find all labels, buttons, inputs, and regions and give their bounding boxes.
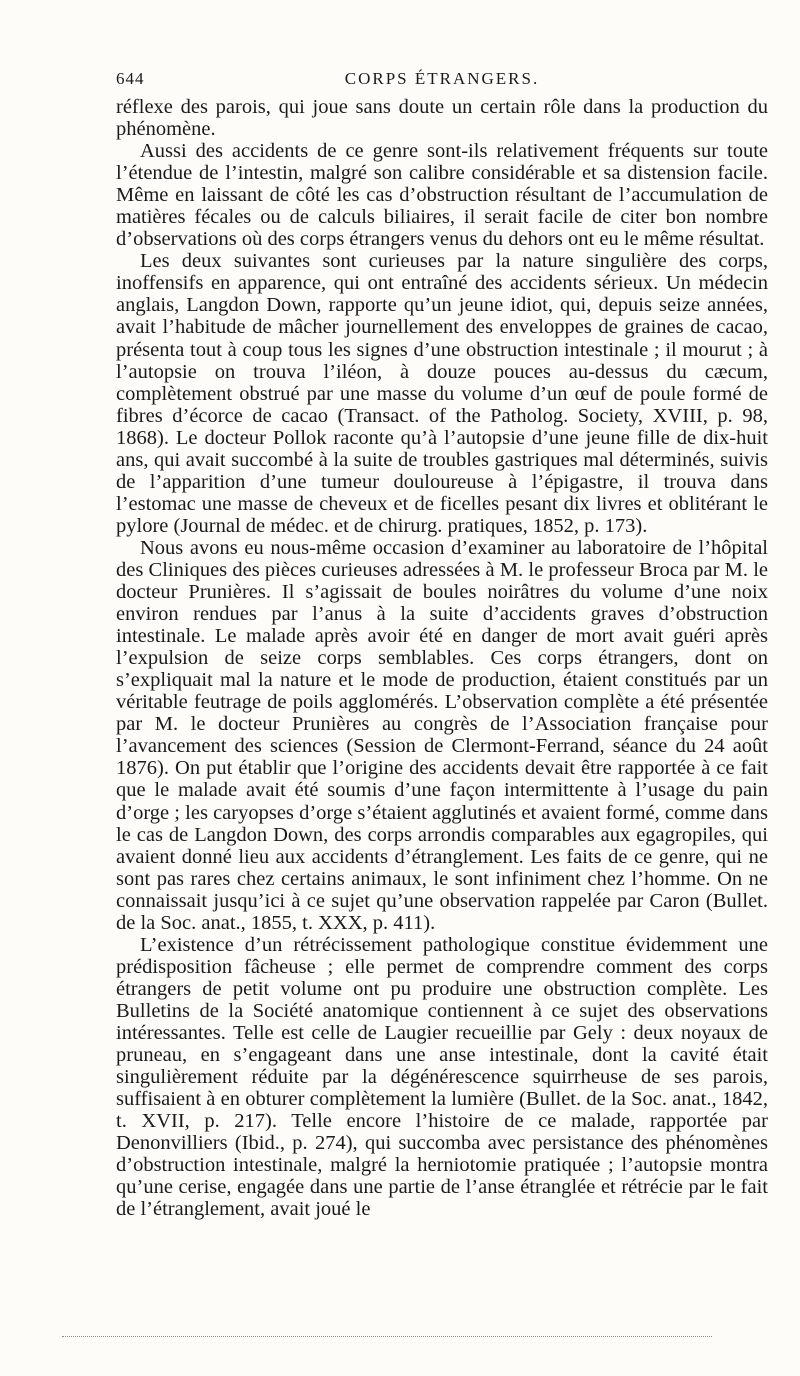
paragraph-intestinal-accidents: Aussi des accidents de ce genre sont-ils relativement fréquents sur toute l’étendue de l’intestin, malgré son calibre considérable et sa distension facile. Même en laissant de côté les cas d’obstruction résultant de l’accumulation de matières fécales ou de calculs biliaires, il serait facile de citer bon nombre d’observations où des corps étrangers venus du dehors ont eu le même résultat.: [116, 140, 768, 251]
body-text: [116, 96, 768, 1220]
paragraph-langdon-down-case: Les deux suivantes sont curieuses par la nature singulière des corps, inoffensifs en apparence, qui ont entraîné des accidents sérieux. Un médecin anglais, Langdon Down, rapporte qu’un jeune idiot, qui, depuis seize années, avait l’habitude de mâcher journellement des enveloppes de graines de cacao, présenta tout à coup tous les signes d’une obstruction intestinale ; il mourut ; à l’autopsie on trouva l’iléon, à douze pouces au-dessus du cæcum, complètement obstrué par une masse du volume d’un œuf de poule formé de fibres d’écorce de cacao (Transact. of the Patholog. Society, XVIII, p. 98, 1868). Le docteur Pollok raconte qu’à l’autopsie d’une jeune fille de dix-huit ans, qui avait succombé à la suite de troubles gastriques mal déterminés, suivis de l’apparition d’une tumeur douloureuse à l’épigastre, il trouva dans l’estomac une masse de cheveux et de ficelles pesant dix livres et oblitérant le pylore (Journal de médec. et de chirurg. pratiques, 1852, p. 173).: [116, 250, 768, 537]
page-bottom-rule: [62, 1336, 712, 1337]
page-number: 644: [116, 69, 145, 88]
paragraph-prunieres-case: Nous avons eu nous-même occasion d’examiner au laboratoire de l’hôpital des Cliniques des pièces curieuses adressées à M. le professeur Broca par M. le docteur Prunières. Il s’agissait de boules noirâtres du volume d’une noix environ rendues par l’anus à la suite d’accidents graves d’obstruction intestinale. Le malade après avoir été en danger de mort avait guéri après l’expulsion de seize corps semblables. Ces corps étrangers, dont on s’expliquait mal la nature et le mode de production, étaient constitués par un véritable feutrage de poils agglomérés. L’observation complète a été présentée par M. le docteur Prunières au congrès de l’Association française pour l’avancement des sciences (Session de Clermont-Ferrand, séance du 24 août 1876). On put établir que l’origine des accidents devait être rapportée à ce fait que le malade avait été soumis d’une façon intermittente à l’usage du pain d’orge ; les caryopses d’orge s’étaient agglutinés et avaient formé, comme dans le cas de Langdon Down, des corps arrondis comparables aux egagropiles, qui avaient donné lieu aux accidents d’étranglement. Les faits de ce genre, qui ne sont pas rares chez certains animaux, le sont infiniment chez l’homme. On ne connaissait jusqu’ici à ce sujet qu’une observation rappelée par Caron (Bullet. de la Soc. anat., 1855, t. XXX, p. 411).: [116, 536, 768, 934]
book-page: [116, 64, 768, 1220]
page-header: [116, 64, 768, 94]
paragraph-pathologic-stricture: L’existence d’un rétrécissement pathologique constitue évidemment une prédisposition fâcheuse ; elle permet de comprendre comment des corps étrangers de petit volume ont pu produire une obstruction complète. Les Bulletins de la Société anatomique contiennent à ce sujet des observations intéressantes. Telle est celle de Laugier recueillie par Gely : deux noyaux de pruneau, en s’engageant dans une anse intestinale, dont la cavité était singulièrement réduite par la dégénérescence squirrheuse de ses parois, suffisaient à en obturer complètement la lumière (Bullet. de la Soc. anat., 1842, t. XVII, p. 217). Telle encore l’histoire de ce malade, rapportée par Denonvilliers (Ibid., p. 274), qui succomba avec persistance des phénomènes d’obstruction intestinale, malgré la herniotomie pratiquée ; l’autopsie montra qu’une cerise, engagée dans une partie de l’anse étranglée et rétrécie par le fait de l’étranglement, avait joué le: [116, 933, 768, 1221]
running-title: CORPS ÉTRANGERS.: [344, 69, 540, 88]
paragraph-continuation: réflexe des parois, qui joue sans doute un certain rôle dans la production du phénomène.: [116, 96, 768, 141]
